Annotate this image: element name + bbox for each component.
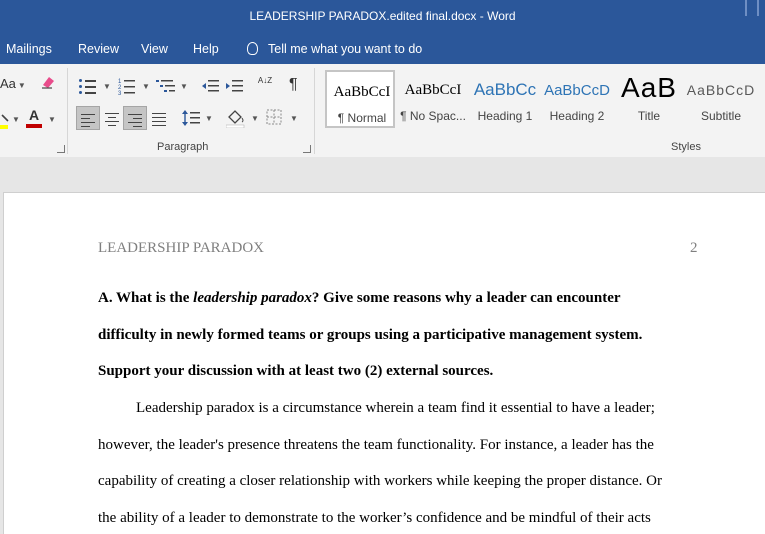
- question-line-3: Support your discussion with at least two (2) external sources.: [98, 363, 494, 379]
- multilevel-list-icon: [156, 77, 176, 95]
- paragraph-group-label: Paragraph: [157, 141, 209, 153]
- question-line-2: difficulty in newly formed teams or groups using a participative management system.: [98, 327, 643, 343]
- font-color-button[interactable]: [26, 107, 42, 127]
- style-heading-1[interactable]: [470, 70, 540, 128]
- style-sample: AaBbCcD: [544, 82, 610, 99]
- style-label: ¶ Normal: [337, 111, 387, 125]
- style-label: Heading 1: [477, 109, 533, 123]
- numbered-list-icon: [118, 77, 136, 95]
- style-sample: AaBbCcI: [404, 82, 462, 98]
- body-line-2: however, the leader's presence threatens the team functionality. For instance, a leader has the: [98, 437, 654, 453]
- chevron-down-icon[interactable]: ▼: [142, 82, 150, 91]
- align-left-icon: [81, 111, 95, 130]
- style-subtitle[interactable]: [686, 70, 756, 128]
- style-label: Subtitle: [700, 109, 742, 123]
- group-separator: [314, 68, 315, 154]
- window-title: LEADERSHIP PARADOX.edited final.docx - Word: [249, 9, 516, 23]
- increase-indent-button[interactable]: [225, 78, 243, 94]
- chevron-down-icon[interactable]: ▼: [48, 115, 56, 124]
- style-sample: AaB: [621, 72, 677, 103]
- svg-text:2: 2: [118, 85, 122, 91]
- chevron-down-icon[interactable]: ▼: [180, 82, 188, 91]
- body-line-4: the ability of a leader to demonstrate to the worker’s confidence and be mindful of their acts: [98, 510, 651, 526]
- paragraph-dialog-launcher[interactable]: [303, 145, 311, 153]
- style-label: Title: [637, 109, 661, 123]
- ribbon-tab-bar: [0, 35, 765, 64]
- document-page[interactable]: [3, 192, 765, 534]
- tab-help[interactable]: Help: [193, 42, 219, 56]
- center-button[interactable]: [101, 110, 123, 132]
- chevron-down-icon[interactable]: ▼: [205, 114, 213, 123]
- question-prefix: A. What is the: [98, 290, 194, 306]
- chevron-down-icon: ▼: [17, 81, 26, 90]
- paint-bucket-icon: [226, 108, 246, 128]
- align-center-icon: [105, 110, 119, 129]
- sort-icon: A↓Z: [257, 76, 273, 85]
- font-color-a-icon: A: [28, 107, 40, 123]
- title-bar: [0, 0, 765, 35]
- line-spacing-button[interactable]: [181, 108, 201, 128]
- font-dialog-launcher[interactable]: [57, 145, 65, 153]
- align-right-icon: [128, 111, 142, 130]
- chevron-down-icon[interactable]: ▼: [103, 82, 111, 91]
- ribbon-home: [0, 64, 765, 158]
- tell-me-label: Tell me what you want to do: [268, 42, 423, 56]
- body-line-3: capability of creating a closer relationship with workers while keeping the proper distance. Or: [98, 473, 662, 489]
- running-head: LEADERSHIP PARADOX: [98, 240, 264, 256]
- eraser-icon: [40, 74, 56, 90]
- font-color-swatch: [26, 124, 42, 128]
- multilevel-list-button[interactable]: [156, 77, 176, 95]
- borders-button[interactable]: [266, 109, 282, 125]
- style-title[interactable]: [614, 70, 684, 128]
- chevron-down-icon[interactable]: ▼: [251, 114, 259, 123]
- justify-button[interactable]: [148, 110, 170, 132]
- align-right-button[interactable]: [123, 106, 147, 130]
- borders-icon: [266, 109, 282, 125]
- style-sample: AaBbCc: [473, 80, 537, 99]
- tab-review[interactable]: Review: [78, 42, 119, 56]
- body-line-1: Leadership paradox is a circumstance wherein a team find it essential to have a leader;: [136, 400, 655, 416]
- show-formatting-marks-button[interactable]: [289, 76, 298, 94]
- document-background: [0, 157, 765, 192]
- question-italic: leadership paradox: [193, 290, 312, 306]
- style-no-spacing[interactable]: [398, 70, 468, 128]
- clear-formatting-button[interactable]: [40, 74, 56, 90]
- lightbulb-icon: [247, 42, 258, 55]
- sort-button[interactable]: [257, 76, 273, 96]
- align-left-button[interactable]: [76, 106, 100, 130]
- style-label: ¶ No Spac...: [400, 109, 466, 123]
- numbering-button[interactable]: [118, 77, 136, 95]
- page-number: 2: [690, 240, 698, 256]
- decrease-indent-button[interactable]: [201, 78, 219, 94]
- justify-icon: [152, 110, 166, 129]
- tell-me-search[interactable]: [247, 42, 422, 56]
- group-separator: [67, 68, 68, 154]
- tab-mailings[interactable]: Mailings: [6, 42, 52, 56]
- svg-text:1: 1: [118, 79, 122, 85]
- line-spacing-icon: [181, 108, 201, 128]
- style-sample: AaBbCcI: [333, 84, 391, 100]
- style-normal[interactable]: [325, 70, 395, 128]
- change-case-button[interactable]: [0, 76, 26, 91]
- svg-text:3: 3: [118, 91, 122, 95]
- style-sample: AaBbCcD: [686, 82, 756, 98]
- increase-indent-icon: [225, 78, 243, 94]
- window-control-icon[interactable]: [745, 0, 759, 16]
- style-label: Heading 2: [549, 109, 605, 123]
- chevron-down-icon[interactable]: ▼: [290, 114, 298, 123]
- pilcrow-icon: ¶: [289, 76, 298, 93]
- bullets-button[interactable]: [79, 78, 101, 94]
- shading-button[interactable]: [226, 108, 246, 128]
- decrease-indent-icon: [201, 78, 219, 94]
- change-case-label: Aa: [0, 76, 16, 91]
- tab-view[interactable]: View: [141, 42, 168, 56]
- question-line-1: [98, 290, 621, 307]
- question-rest: ? Give some reasons why a leader can encounter: [311, 290, 621, 306]
- style-heading-2[interactable]: [542, 70, 612, 128]
- chevron-down-icon[interactable]: ▼: [12, 115, 20, 124]
- styles-group-label: Styles: [671, 141, 701, 153]
